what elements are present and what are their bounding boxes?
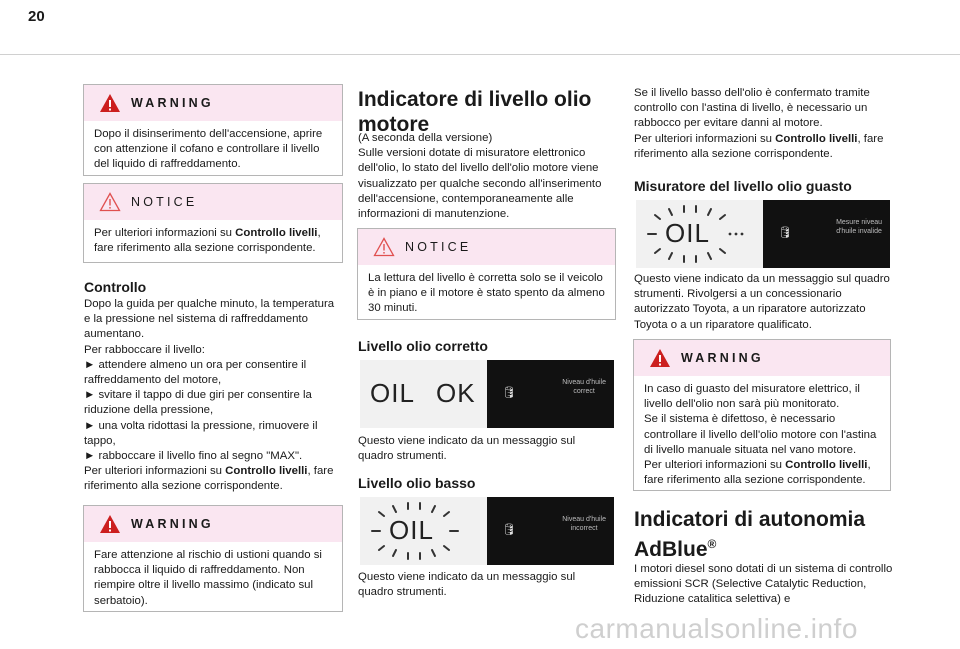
notice-header xyxy=(358,229,615,265)
warning-triangle-icon xyxy=(649,348,671,368)
notice-text: La lettura del livello è corretta solo se il veicolo è in piano e il motore è stato spento da almeno 30 minuti. xyxy=(368,272,605,315)
warning-text: In caso di guasto del misuratore elettrico, il livello dell'olio non sarà più monitorato. Se il sistema è difettoso, è necessario controllare il livello dell'olio motore con l'astina di livello manuale situata nel vano motore. Per ulteriori informazioni su Controllo livelli, fare riferimento alla sezione corrispondente. xyxy=(644,383,877,487)
watermark: carmanualsonline.info xyxy=(575,613,858,644)
instrument-screen xyxy=(763,200,890,268)
oil-ok-display-image xyxy=(360,360,614,428)
instrument-screen xyxy=(487,360,614,428)
oil-indicator-intro: (A seconda della versione) Sulle versioni dotate di misuratore elettronico dell'olio, lo stato del livello dell'olio motore viene visualizzato per qualche secondo all'inserimento dell'accensione, contemporaneamente alle informazioni di manutenzione. xyxy=(358,132,602,221)
warning-title: WARNING xyxy=(681,351,764,365)
oil-low-text: Questo viene indicato da un messaggio sul quadro strumenti. xyxy=(358,571,576,599)
notice-triangle-icon xyxy=(373,237,395,257)
oil-fault-indicator xyxy=(636,200,763,268)
adblue-text: I motori diesel sono dotati di un sistema di controllo emissioni SCR (Selective Catalytic Reduction, Riduzione catalitica selettiva) e xyxy=(634,563,893,606)
warning-header xyxy=(634,340,890,376)
screen-message: Niveau d'huile incorrect xyxy=(562,516,606,532)
warning-header xyxy=(84,506,342,542)
oil-ok-indicator xyxy=(360,360,487,428)
header-divider xyxy=(0,54,960,55)
oil-can-icon: 🛢 xyxy=(502,387,516,399)
oil-low-confirm-text: Se il livello basso dell'olio è confermato tramite controllo con l'astina di livello, è necessario un rabbocco per evitare danni al motore. Per ulteriori informazioni su Controllo livelli, fare riferimento alla sezione corrispondente. xyxy=(634,87,884,160)
warning-box-3 xyxy=(633,339,891,491)
warning-header xyxy=(84,85,342,121)
notice-box-1 xyxy=(83,183,343,263)
cross-reference-link[interactable]: Controllo livelli xyxy=(235,227,318,239)
section-heading-oil-correct: Livello olio corretto xyxy=(358,338,488,354)
section-heading-adblue: Indicatori di autonomia AdBlue® xyxy=(634,508,866,561)
cross-reference-link[interactable]: Controllo livelli xyxy=(775,132,858,145)
cross-reference-link[interactable]: Controllo livelli xyxy=(785,459,868,472)
oil-low-indicator xyxy=(360,497,487,565)
notice-text: Per ulteriori informazioni su Controllo livelli, fare riferimento alla sezione corrispondente. xyxy=(94,227,321,255)
section-heading-controllo: Controllo xyxy=(84,279,147,295)
warning-title: WARNING xyxy=(131,96,214,110)
page-number: 20 xyxy=(28,8,45,25)
notice-triangle-icon xyxy=(99,192,121,212)
warning-title: WARNING xyxy=(131,517,214,531)
notice-title: NOTICE xyxy=(131,195,198,209)
ok-label: OK xyxy=(436,378,476,408)
warning-box-1 xyxy=(83,84,343,176)
screen-message: Mesure niveau d'huile invalide xyxy=(836,219,882,235)
notice-box-2 xyxy=(357,228,616,320)
cross-reference-link[interactable]: Controllo livelli xyxy=(225,465,308,478)
warning-triangle-icon xyxy=(99,93,121,113)
oil-label: OIL xyxy=(370,378,415,408)
section-heading-oil-fault: Misuratore del livello olio guasto xyxy=(634,178,852,194)
oil-fault-text: Questo viene indicato da un messaggio sul quadro strumenti. Rivolgersi a un concessionario autorizzato Toyota, a un riparatore autorizzato Toyota o a un riparatore qualificato. xyxy=(634,273,890,331)
warning-box-2 xyxy=(83,505,343,612)
oil-can-icon: 🛢 xyxy=(502,524,516,536)
warning-triangle-icon xyxy=(99,514,121,534)
oil-can-icon: 🛢 xyxy=(778,227,792,239)
oil-label: OIL xyxy=(665,218,710,248)
oil-correct-text: Questo viene indicato da un messaggio sul quadro strumenti. xyxy=(358,435,576,463)
notice-header xyxy=(84,184,342,220)
instrument-screen xyxy=(487,497,614,565)
warning-text: Dopo il disinserimento dell'accensione, aprire con attenzione il cofano e controllare il livello del liquido di raffreddamento. xyxy=(94,128,323,171)
warning-text: Fare attenzione al rischio di ustioni quando si rabbocca il liquido di raffreddamento. Non riempire oltre il livello massimo (indicato sul serbatoio). xyxy=(94,549,322,607)
screen-message: Niveau d'huile correct xyxy=(562,379,606,395)
oil-low-display-image xyxy=(360,497,614,565)
controllo-body: Dopo la guida per qualche minuto, la temperatura e la pressione nel sistema di raffreddamento aumentano. Per rabboccare il livello: ► attendere almeno un ora per consentire il raffreddamento del motore, ► svitare il tappo di due giri per consentire la riduzione della pressione, ► una volta ridottasi la pressione, rimuovere il tappo, ► rabboccare il livello fino al segno "MAX". Per ulteriori informazioni su Controllo livelli, fare riferimento alla sezione corrispondente. xyxy=(84,298,335,493)
section-heading-oil-low: Livello olio basso xyxy=(358,475,476,491)
notice-title: NOTICE xyxy=(405,240,472,254)
oil-label: OIL xyxy=(389,515,434,545)
section-heading-oil-indicator: Indicatore di livello olio motore xyxy=(358,88,592,136)
oil-fault-display-image xyxy=(636,200,890,268)
